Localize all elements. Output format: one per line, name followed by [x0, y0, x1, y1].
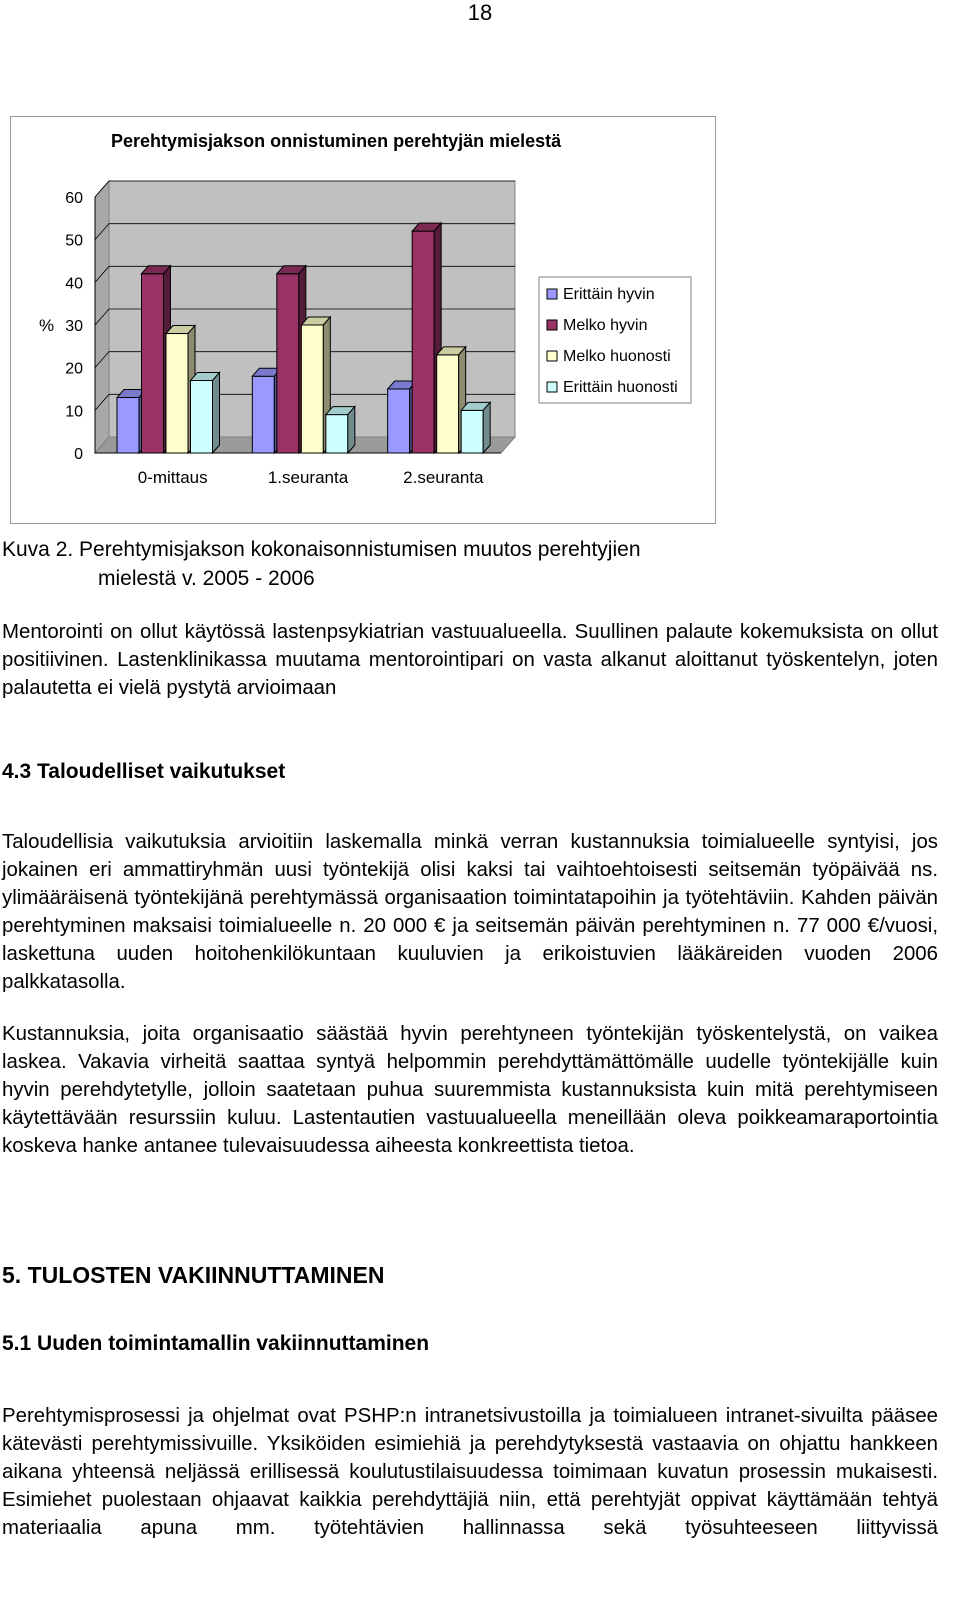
bar-0-mittaus-Erittäin hyvin — [117, 398, 139, 453]
bar-1.seuranta-Melko huonosti — [301, 325, 323, 453]
bar-side-2.seuranta-Erittäin huonosti — [483, 402, 490, 453]
y-tick-label: 0 — [74, 446, 83, 463]
heading-section-5: 5. TULOSTEN VAKIINNUTTAMINEN — [2, 1262, 385, 1288]
x-category-label: 0-mittaus — [137, 468, 208, 487]
bar-0-mittaus-Melko huonosti — [166, 334, 188, 453]
bar-2.seuranta-Melko huonosti — [437, 355, 459, 453]
legend-label: Melko hyvin — [563, 317, 648, 334]
chart-canvas — [11, 117, 717, 525]
y-tick-label: 20 — [65, 360, 83, 378]
legend-label: Erittäin huonosti — [563, 379, 678, 396]
legend-label: Melko huonosti — [563, 348, 671, 365]
y-tick-label: 50 — [65, 232, 83, 250]
y-tick-label: 60 — [65, 190, 83, 207]
bar-chart — [10, 116, 716, 524]
x-category-label: 1.seuranta — [267, 468, 349, 487]
figure-caption-line-1: Kuva 2. Perehtymisjakson kokonaisonnistumisen muutos perehtyjien — [2, 538, 641, 561]
bar-side-0-mittaus-Erittäin huonosti — [213, 372, 220, 453]
y-tick-label: 40 — [65, 275, 83, 293]
heading-section-5-1: 5.1 Uuden toimintamallin vakiinnuttaminen — [2, 1332, 430, 1355]
bar-1.seuranta-Erittäin hyvin — [252, 376, 274, 453]
figure-caption-line-2: mielestä v. 2005 - 2006 — [98, 567, 315, 590]
paragraph-taloudellisia: Taloudellisia vaikutuksia arvioitiin laskemalla minkä verran kustannuksia toimialueelle syntyisi, jos jokainen eri ammattiryhmän uusi työntekijä olisi kaksi tai vaihtoehtoisesti seitsemän työpäivää ns. ylimääräisenä työntekijänä perehtymässä organisaation toimintatapoihin ja työtehtäviin. Kahden päivän perehtyminen maksaisi toimialueelle n. 20 000 € ja seitsemän päivän perehtyminen n. 77 000 €/vuosi, laskettuna uuden hoitohenkilökuntaan kuuluvien ja erikoistuvien lääkäreiden vuoden 2006 palkkatasolla. — [2, 831, 938, 993]
bar-side-1.seuranta-Erittäin huonosti — [348, 407, 355, 453]
legend-swatch-Melko hyvin — [547, 320, 557, 330]
legend-swatch-Erittäin hyvin — [547, 289, 557, 299]
bar-2.seuranta-Melko hyvin — [412, 231, 434, 453]
paragraph-kustannuksia: Kustannuksia, joita organisaatio säästää hyvin perehtyneen työntekijän työskentelystä, on vaikea laskea. Vakavia virheitä saattaa syntyä helpommin perehdyttämättömälle uudelle työntekijälle kuin hyvin perehdytetylle, jolloin saatetaan puhua suuremmista kustannuksista kuin mitä perehtymiseen käytettävään resurssiin kuluu. Lastentautien vastuualueella meneillään oleva poikkeamaraportointia koskeva hanke antanee tulevaisuudessa aiheesta konkreettista tietoa. — [2, 1023, 938, 1157]
page-number: 18 — [467, 0, 493, 25]
bar-1.seuranta-Erittäin huonosti — [326, 415, 348, 453]
bar-2.seuranta-Erittäin hyvin — [388, 389, 410, 453]
legend-swatch-Erittäin huonosti — [547, 382, 557, 392]
y-tick-label: 30 — [65, 318, 83, 335]
y-tick-label: 10 — [65, 403, 83, 421]
bar-0-mittaus-Melko hyvin — [142, 274, 164, 453]
paragraph-mentorointi: Mentorointi on ollut käytössä lastenpsykiatrian vastuualueella. Suullinen palaute kokemuksista on ollut positiivinen. Lastenklinikassa muutama mentorointipari on vasta alkanut aloittanut työskentelyn, joten palautetta ei vielä pystytä arvioimaan — [2, 621, 938, 699]
bar-1.seuranta-Melko hyvin — [277, 274, 299, 453]
legend-swatch-Melko huonosti — [547, 351, 557, 361]
bar-2.seuranta-Erittäin huonosti — [461, 410, 483, 453]
legend-label: Erittäin hyvin — [563, 286, 655, 303]
paragraph-perehtymisprosessi: Perehtymisprosessi ja ohjelmat ovat PSHP:n intranetsivustoilla ja toimialueen intranet-sivuilta pääsee kätevästi perehtymissivuille. Yksiköiden esimiehiä ja perehdytyksestä vastaavia on ohjattu hankkeen aikana yhteensä neljässä erillisessä koulutustilaisuudessa toimimaan kuvatun prosessin mukaisesti. Esimiehet puolestaan ohjaavat kaikkia perehdyttäjiä niin, että perehtyjät oppivat käyttämään tehtyä materiaalia apuna mm. työtehtävien hallinnassa sekä työsuhteeseen liittyvissä — [2, 1405, 938, 1539]
x-category-label: 2.seuranta — [403, 468, 484, 487]
bar-0-mittaus-Erittäin huonosti — [191, 380, 213, 453]
chart-title: Perehtymisjakson onnistuminen perehtyjän mielestä — [111, 131, 562, 151]
heading-section-4-3: 4.3 Taloudelliset vaikutukset — [2, 760, 286, 783]
figure-caption — [2, 535, 942, 593]
y-axis-label: % — [39, 316, 55, 335]
